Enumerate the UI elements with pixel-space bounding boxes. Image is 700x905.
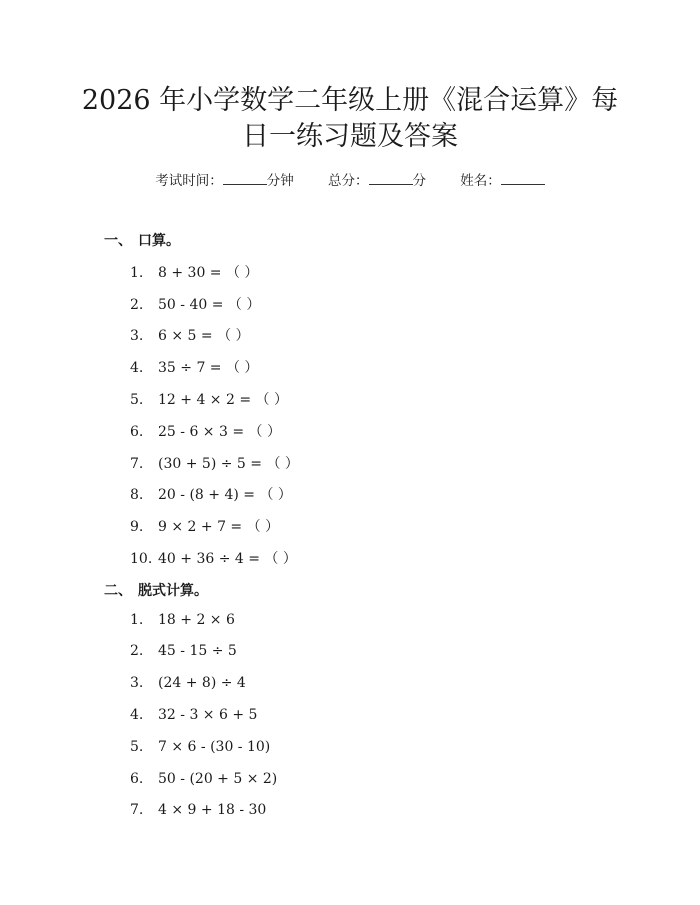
question-item [130,389,288,409]
question-number: 1. [130,611,144,628]
question-item [130,612,235,628]
question-item [130,294,260,314]
page-title-line-1: 2026 年小学数学二年级上册《混合运算》每 [81,85,619,116]
question-expression: 4 × 9 + 18 - 30 [158,802,267,819]
question-number: 9. [130,519,144,536]
exam-time-field [155,169,294,189]
question-number: 10. [130,551,153,567]
question-item [130,675,246,691]
question-item [130,357,258,377]
section-heading [104,580,208,600]
question-expression: 50 - (20 + 5 × 2) [158,770,278,787]
question-item [130,802,266,818]
question-expression: 18 + 2 × 6 [158,611,235,628]
question-item [130,453,299,473]
question-expression: 9 × 2 + 7 = （ ） [158,519,280,536]
total-score-blank [369,172,413,185]
question-expression: 50 - 40 = （ ） [158,296,261,313]
section-number: 一、 [104,233,132,249]
total-score-field [328,169,426,189]
question-item [130,421,281,441]
question-item [130,516,279,536]
question-item [130,484,292,504]
question-number: 2. [130,643,144,660]
question-expression: 7 × 6 - (30 - 10) [158,738,271,755]
question-number: 8. [130,487,144,504]
exam-time-label: 考试时间： [155,173,223,189]
question-item [130,548,297,568]
question-number: 5. [130,738,144,755]
question-number: 4. [130,707,144,723]
question-number: 7. [130,455,144,472]
total-score-label: 总分： [328,173,369,189]
question-item [130,739,270,755]
question-expression: 32 - 3 × 6 + 5 [158,707,258,723]
question-expression: 25 - 6 × 3 = （ ） [158,423,281,440]
section-title: 口算。 [138,233,180,249]
question-expression: (24 + 8) ÷ 4 [158,675,246,692]
question-number: 4. [130,360,144,377]
section-number: 二、 [104,582,132,599]
question-item [130,643,237,659]
page-title-line-2: 日一练习题及答案 [242,121,458,152]
question-number: 2. [130,296,144,313]
question-number: 3. [130,328,144,345]
question-expression: 20 - (8 + 4) = （ ） [158,487,292,504]
question-expression: (30 + 5) ÷ 5 = （ ） [158,455,299,472]
question-item [130,771,277,787]
exam-time-unit: 分钟 [266,173,294,189]
question-number: 1. [130,264,144,281]
question-item [130,707,257,723]
section-title: 脱式计算。 [138,582,208,599]
question-number: 6. [130,423,144,440]
question-item [130,262,258,282]
exam-info-row [0,169,700,189]
question-number: 7. [130,802,144,819]
question-expression: 40 + 36 ÷ 4 = （ ） [158,551,297,567]
section-heading [104,230,180,250]
question-expression: 35 ÷ 7 = （ ） [158,360,259,377]
question-expression: 6 × 5 = （ ） [158,328,250,345]
question-number: 3. [130,675,144,692]
question-expression: 12 + 4 × 2 = （ ） [158,392,288,408]
name-label: 姓名： [460,173,501,189]
total-score-unit: 分 [412,173,426,189]
name-field [460,169,545,189]
question-expression: 45 - 15 ÷ 5 [158,643,237,660]
question-number: 6. [130,770,144,787]
question-item [130,325,250,345]
exam-time-blank [223,172,267,185]
question-expression: 8 + 30 = （ ） [158,264,259,281]
question-number: 5. [130,392,144,408]
name-blank [501,172,545,185]
